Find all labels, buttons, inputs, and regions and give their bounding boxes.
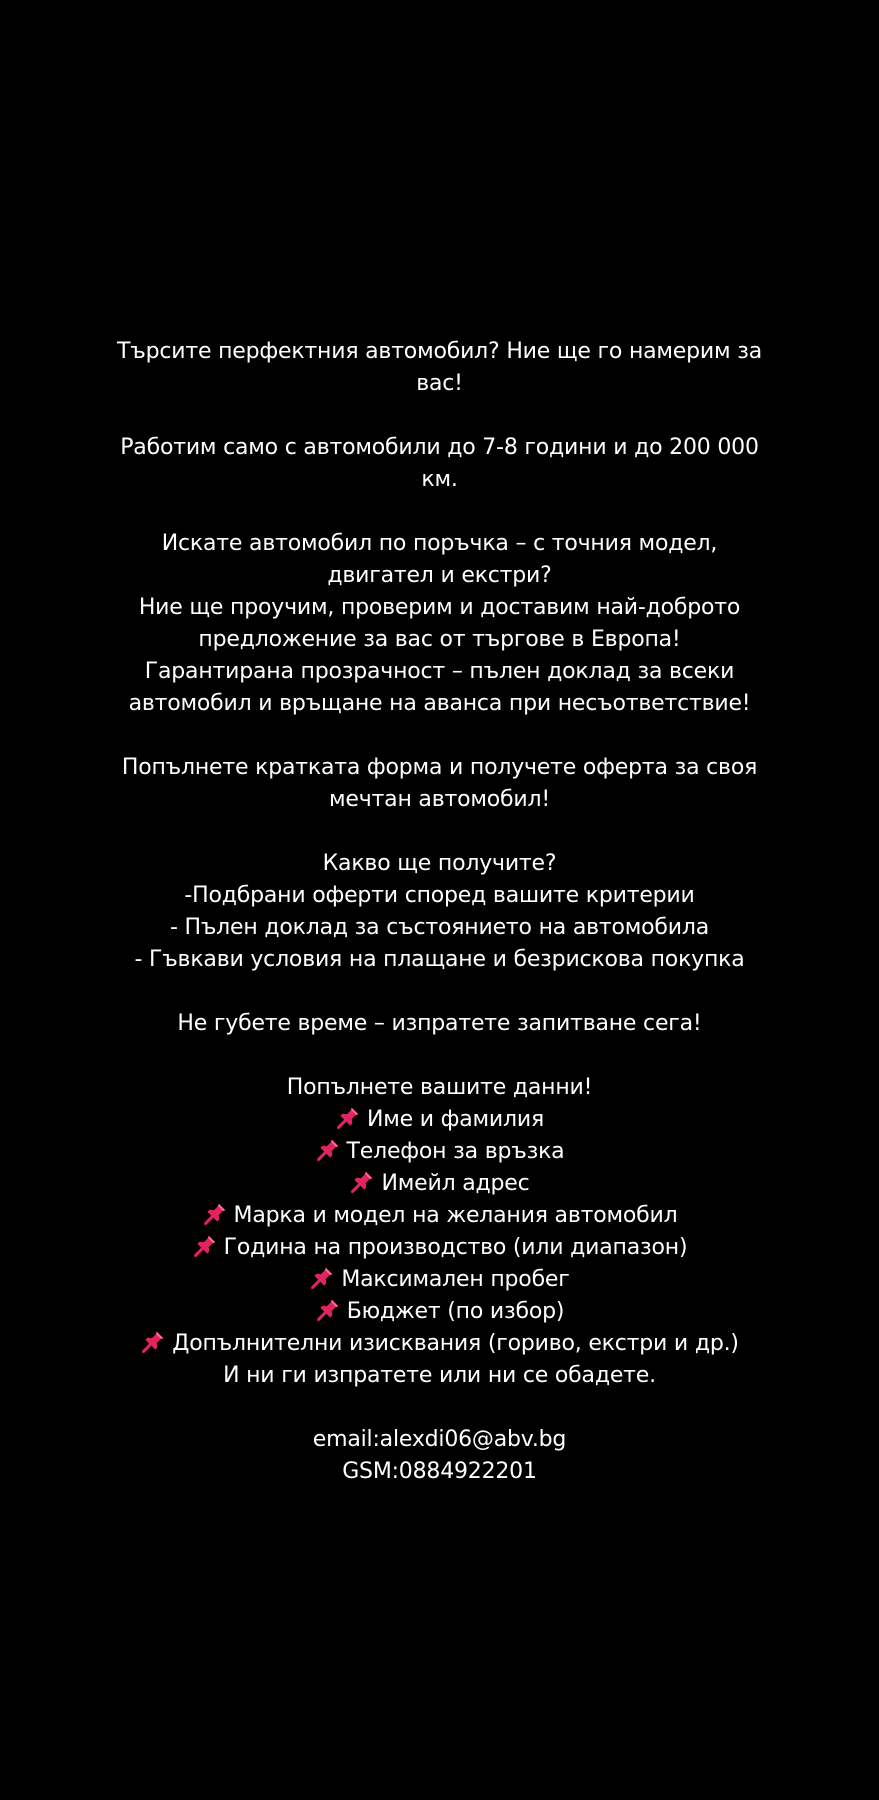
story-text [100,336,779,1488]
cta-form-line: мечтан автомобил! [329,787,550,812]
form-field-label: Допълнителни изисквания (гориво, екстри и др.) [172,1331,739,1356]
contact-phone: GSM:0884922201 [342,1459,537,1484]
form-field-item [100,1168,779,1200]
pushpin-icon [349,1169,375,1195]
headline: Търсите перфектния автомобил? Ние ще го намерим за вас! [117,339,762,396]
pushpin-icon [335,1105,361,1131]
form-closing: И ни ги изпратете или ни се обадете. [223,1363,656,1388]
form-field-label: Имейл адрес [381,1171,530,1196]
benefit-item: - Гъвкави условия на плащане и безрискова покупка [134,947,745,972]
form-field-item [100,1136,779,1168]
form-field-item [100,1296,779,1328]
offer-line: Искате автомобил по поръчка – с точния модел, [161,531,718,556]
form-field-item [100,1104,779,1136]
benefit-item: -Подбрани оферти според вашите критерии [184,883,695,908]
urgency-text: Не губете време – изпратете запитване сега! [177,1011,702,1036]
form-field-label: Марка и модел на желания автомобил [233,1203,678,1228]
offer-line: автомобил и връщане на аванса при несъответствие! [128,691,751,716]
pushpin-icon [315,1137,341,1163]
form-field-item [100,1200,779,1232]
form-field-label: Име и фамилия [366,1107,545,1132]
pushpin-icon [315,1297,341,1323]
form-field-item [100,1232,779,1264]
offer-line: Ние ще проучим, проверим и доставим най-доброто [138,595,741,620]
form-field-label: Бюджет (по избор) [346,1299,565,1324]
benefits-heading: Какво ще получите? [322,851,557,876]
pushpin-icon [192,1233,218,1259]
form-field-item [100,1328,779,1360]
contact-email: email:alexdi06@abv.bg [312,1427,567,1452]
form-field-label: Телефон за връзка [346,1139,565,1164]
cta-form-line: Попълнете кратката форма и получете оферта за своя [121,755,758,780]
pushpin-icon [202,1201,228,1227]
benefit-item: - Пълен доклад за състоянието на автомобила [169,915,710,940]
offer-line: двигател и екстри? [327,563,552,588]
form-field-label: Максимален пробег [341,1267,570,1292]
pushpin-icon [140,1329,166,1355]
form-heading: Попълнете вашите данни! [286,1075,593,1100]
form-field-item [100,1264,779,1296]
pushpin-icon [309,1265,335,1291]
criteria-text: Работим само с автомобили до 7-8 години и до 200 000 км. [120,435,759,492]
offer-line: предложение за вас от търгове в Европа! [198,627,681,652]
offer-line: Гарантирана прозрачност – пълен доклад за всеки [144,659,735,684]
form-field-label: Година на производство (или диапазон) [223,1235,688,1260]
